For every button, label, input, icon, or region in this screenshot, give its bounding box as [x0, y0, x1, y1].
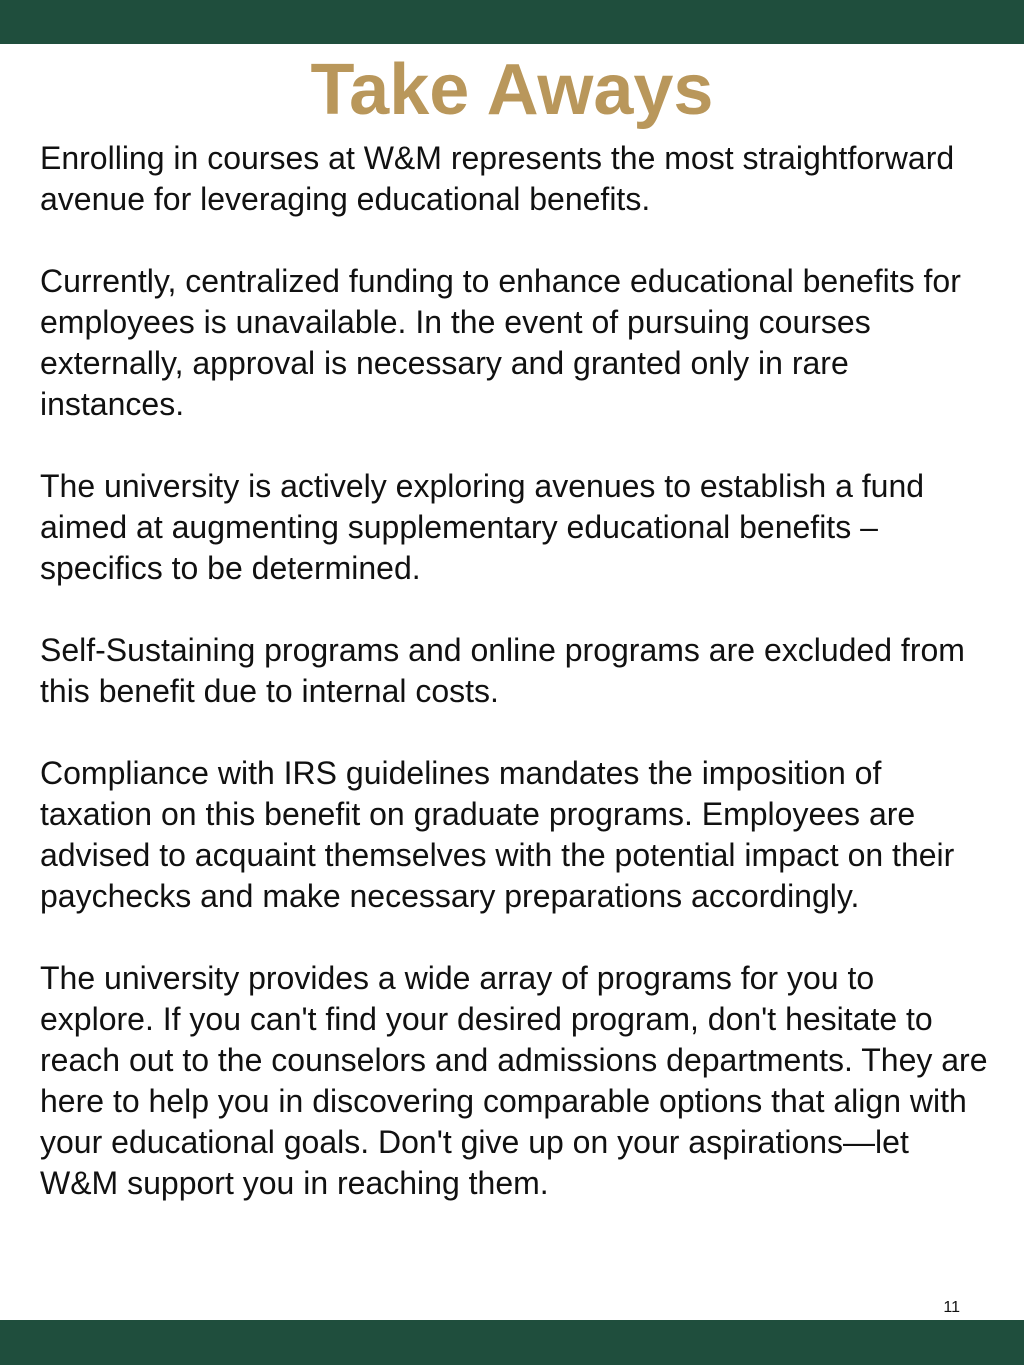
page-number: 11: [943, 1299, 960, 1316]
top-color-band: [0, 0, 1024, 44]
paragraph-enrolling: Enrolling in courses at W&M represents the most straightforward avenue for leveraging educational benefits.: [40, 140, 955, 217]
paragraph-exploring-fund: The university is actively exploring avenues to establish a fund aimed at augmenting supplementary educational benefits – specifics to be determined.: [40, 468, 925, 586]
slide-title: Take Aways: [310, 50, 714, 130]
paragraph-programs: The university provides a wide array of programs for you to explore. If you can't find your desired program, don't hesitate to reach out to the counselors and admissions departments. They are here to help you in discovering comparable options that align with your educational goals. Don't give up on your aspirations—let W&M support you in reaching them.: [40, 960, 988, 1201]
paragraph-irs-compliance: Compliance with IRS guidelines mandates the imposition of taxation on this benefit on graduate programs. Employees are advised to acquaint themselves with the potential impact on their paychecks and make necessary preparations accordingly.: [40, 755, 955, 914]
paragraph-funding: Currently, centralized funding to enhance educational benefits for employees is unavailable. In the event of pursuing courses externally, approval is necessary and granted only in rare instances.: [40, 263, 961, 422]
bottom-color-band: [0, 1320, 1024, 1365]
slide-body: [40, 138, 990, 1204]
paragraph-self-sustaining: Self-Sustaining programs and online programs are excluded from this benefit due to internal costs.: [40, 632, 965, 709]
